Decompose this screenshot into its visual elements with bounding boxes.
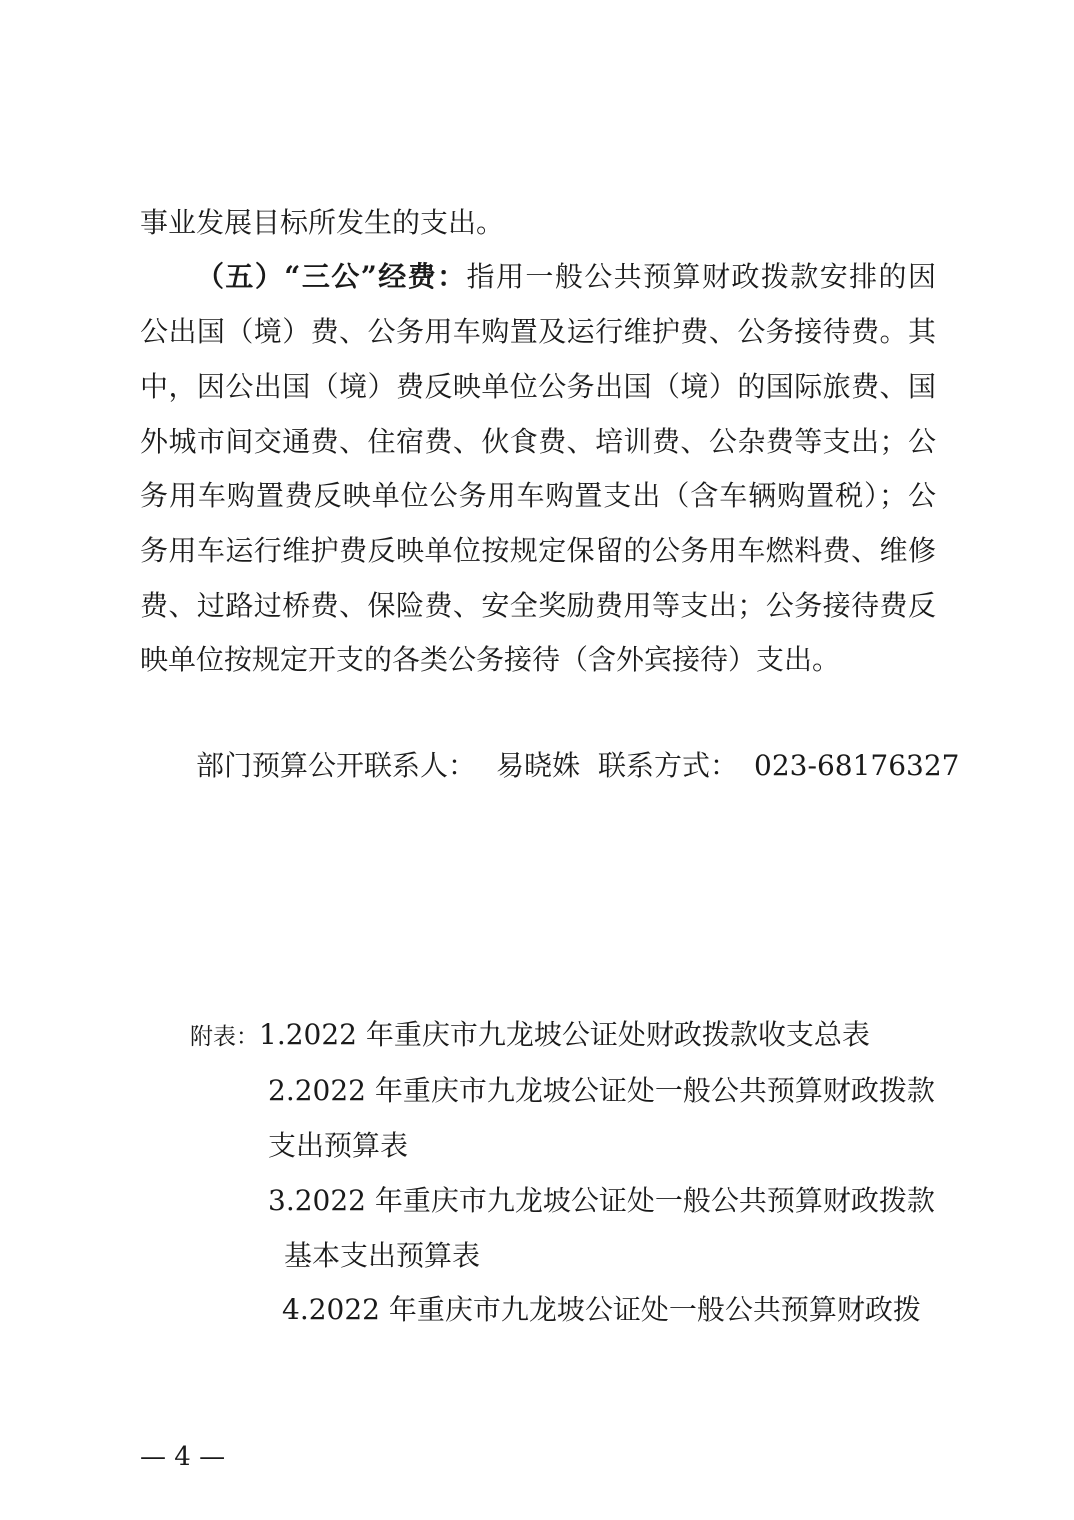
attachment-title: 1.2022 年重庆市九龙坡公证处财政拨款收支总表 (259, 1018, 870, 1051)
attachments-label: 附表： (190, 1024, 259, 1050)
contact-line (196, 748, 959, 784)
attachment-item-2-continued: 支出预算表 (268, 1129, 409, 1162)
page-number: — 4 — (140, 1442, 226, 1472)
contact-label: 部门预算公开联系人： (196, 749, 477, 782)
attachment-item-3: 3.2022 年重庆市九龙坡公证处一般公共预算财政拨款 (268, 1184, 935, 1217)
section-five-intro: 指用一般公共预算财政拨款安排的因 (466, 260, 936, 293)
paragraph-line: 务用车购置费反映单位公务用车购置支出（含车辆购置税）；公 (140, 479, 936, 512)
attachment-item-3-continued: 基本支出预算表 (284, 1239, 481, 1272)
paragraph-line: 映单位按规定开支的各类公务接待（含外宾接待）支出。 (140, 643, 841, 676)
section-five-heading: （五）“三公”经费： (196, 260, 467, 293)
attachment-item-1 (190, 1017, 870, 1055)
paragraph-line: 中，因公出国（境）费反映单位公务出国（境）的国际旅费、国 (140, 370, 936, 403)
paragraph-line: 外城市间交通费、住宿费、伙食费、培训费、公杂费等支出；公 (140, 425, 936, 458)
paragraph-line: 公出国（境）费、公务用车购置及运行维护费、公务接待费。其 (140, 315, 936, 348)
attachment-item-2: 2.2022 年重庆市九龙坡公证处一般公共预算财政拨款 (268, 1074, 935, 1107)
contact-name: 易晓姝 (496, 749, 581, 782)
paragraph-line: 务用车运行维护费反映单位按规定保留的公务用车燃料费、维修 (140, 534, 936, 567)
section-five-first-line (140, 259, 936, 295)
attachment-item-4: 4.2022 年重庆市九龙坡公证处一般公共预算财政拨 (282, 1293, 921, 1326)
paragraph-line: 费、过路过桥费、保险费、安全奖励费用等支出；公务接待费反 (140, 589, 936, 622)
contact-phone: 023-68176327 (754, 749, 960, 782)
contact-method-label: 联系方式： (598, 749, 739, 782)
paragraph-line: 事业发展目标所发生的支出。 (140, 206, 505, 239)
